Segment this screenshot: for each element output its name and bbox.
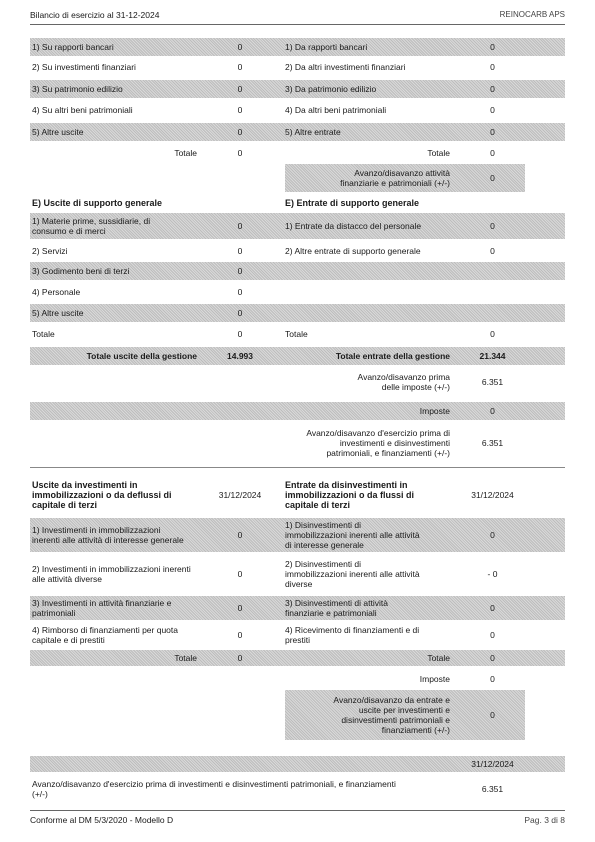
final-value: 6.351 xyxy=(481,784,504,794)
imposte-row xyxy=(30,402,565,420)
row-value-right: 0 xyxy=(490,42,495,52)
row-value-left: 0 xyxy=(237,569,243,579)
table-row xyxy=(30,101,565,119)
row-label-left: 3) Godimento beni di terzi xyxy=(32,266,130,276)
row-value-left: 0 xyxy=(237,287,243,297)
section-title-right: Entrate da disinvestimenti in immobilizzazioni o da flussi di capitale di terzi xyxy=(285,480,415,510)
imposte-row xyxy=(30,670,565,688)
table-row xyxy=(30,123,565,141)
total-row xyxy=(30,144,565,162)
final-row xyxy=(30,776,565,802)
row-label-left: 4) Rimborso di finanziamenti per quota capitale e di prestiti xyxy=(32,625,178,645)
row-label-right: 3) Da patrimonio edilizio xyxy=(285,84,377,94)
footer-model: Conforme al DM 5/3/2020 - Modello D xyxy=(30,815,174,825)
column-date-left: 31/12/2024 xyxy=(218,490,262,500)
row-label-right: 4) Da altri beni patrimoniali xyxy=(285,105,387,115)
row-value-right: 0 xyxy=(490,630,495,640)
total-label-left: Totale xyxy=(174,653,197,663)
row-value-left: 0 xyxy=(237,630,243,640)
table-row xyxy=(30,58,565,76)
avanzo-esercizio-row xyxy=(30,424,565,462)
total-label-right: Totale xyxy=(427,148,450,158)
avanzo-row xyxy=(30,164,565,192)
avanzo-investimenti-row xyxy=(30,690,565,740)
row-value-right: 0 xyxy=(490,246,495,256)
page-header xyxy=(30,10,565,25)
row-value-right: - 0 xyxy=(487,569,498,579)
divider xyxy=(30,467,565,468)
row-value-right: 0 xyxy=(490,221,495,231)
avanzo-investimenti-value: 0 xyxy=(490,710,495,720)
table-row xyxy=(30,283,565,301)
document-title: Bilancio di esercizio al 31-12-2024 xyxy=(30,10,160,20)
row-value-left: 0 xyxy=(237,42,243,52)
section-title-left: E) Uscite di supporto generale xyxy=(32,198,163,208)
final-date-row xyxy=(30,756,565,772)
table-row xyxy=(30,304,565,322)
avanzo-investimenti-label: Avanzo/disavanzo da entrate e uscite per investimenti e disinvestimenti patrimoniali e finanziamenti (+/-) xyxy=(333,695,450,735)
row-value-left: 0 xyxy=(237,84,243,94)
row-value-right: 0 xyxy=(490,603,495,613)
page-number: Pag. 3 di 8 xyxy=(524,815,565,825)
row-label-left: 2) Su investimenti finanziari xyxy=(32,62,136,72)
row-value-left: 0 xyxy=(237,530,243,540)
table-row xyxy=(30,80,565,98)
company-name: REINOCARB APS xyxy=(499,10,565,19)
page-footer xyxy=(30,810,565,825)
table-row xyxy=(30,213,565,239)
row-value-left: 0 xyxy=(237,308,243,318)
row-value-right: 0 xyxy=(490,105,495,115)
avanzo-label: Avanzo/disavanzo attività finanziarie e patrimoniali (+/-) xyxy=(340,168,450,188)
avanzo-esercizio-label: Avanzo/disavanzo d'esercizio prima di investimenti e disinvestimenti patrimoniali, e finanziamenti (+/-) xyxy=(306,428,450,458)
row-label-left: 1) Materie prime, sussidiarie, di consumo e di merci xyxy=(32,216,151,236)
row-label-right: 2) Altre entrate di supporto generale xyxy=(285,246,421,256)
row-label-left: 2) Investimenti in immobilizzazioni inerenti alle attività diverse xyxy=(32,564,191,584)
row-value-left: 0 xyxy=(237,127,243,137)
total-row xyxy=(30,325,565,343)
section-title-left: Uscite da investimenti in immobilizzazioni o da deflussi di capitale di terzi xyxy=(32,480,172,510)
total-value-left: 0 xyxy=(237,329,243,339)
total-label-left: Totale xyxy=(174,148,197,158)
imposte-value: 0 xyxy=(490,674,495,684)
total-label-right: Totale xyxy=(427,653,450,663)
avanzo-imposte-label: Avanzo/disavanzo prima delle imposte (+/-) xyxy=(357,372,450,392)
total-entrate-label: Totale entrate della gestione xyxy=(335,351,450,361)
row-value-left: 0 xyxy=(237,266,243,276)
column-date-right: 31/12/2024 xyxy=(471,490,514,500)
row-label-right: 1) Da rapporti bancari xyxy=(285,42,368,52)
total-value-right: 0 xyxy=(490,148,495,158)
row-label-left: 1) Investimenti in immobilizzazioni inerenti alle attività di interesse generale xyxy=(32,525,184,545)
row-value-left: 0 xyxy=(237,221,243,231)
total-value-right: 0 xyxy=(490,653,495,663)
row-label-left: 1) Su rapporti bancari xyxy=(32,42,114,52)
total-value-left: 0 xyxy=(237,653,243,663)
total-value-right: 0 xyxy=(490,329,495,339)
row-value-left: 0 xyxy=(237,62,243,72)
section-heading-row xyxy=(30,195,565,211)
row-label-left: 4) Su altri beni patrimoniali xyxy=(32,105,133,115)
final-date: 31/12/2024 xyxy=(471,759,514,769)
row-label-left: 3) Investimenti in attività finanziarie e patrimoniali xyxy=(32,598,172,618)
imposte-label: Imposte xyxy=(419,674,450,684)
row-label-right: 1) Disinvestimenti di immobilizzazioni inerenti alle attività di interesse generale xyxy=(285,520,420,550)
table-row xyxy=(30,518,565,552)
row-label-left: 5) Altre uscite xyxy=(32,127,84,137)
table-row xyxy=(30,38,565,56)
row-label-right: 1) Entrate da distacco del personale xyxy=(285,221,422,231)
avanzo-imposte-row xyxy=(30,368,565,396)
avanzo-value: 0 xyxy=(490,173,495,183)
total-value-left: 0 xyxy=(237,148,243,158)
table-row xyxy=(30,622,565,648)
table-row xyxy=(30,241,565,261)
row-value-right: 0 xyxy=(490,530,495,540)
row-label-left: 2) Servizi xyxy=(32,246,68,256)
final-label: Avanzo/disavanzo d'esercizio prima di investimenti e disinvestimenti patrimoniali, e finanziamenti (+/-) xyxy=(32,779,396,799)
row-label-left: 5) Altre uscite xyxy=(32,308,84,318)
row-label-right: 2) Disinvestimenti di immobilizzazioni inerenti alle attività diverse xyxy=(285,559,420,589)
row-value-left: 0 xyxy=(237,105,243,115)
imposte-label: Imposte xyxy=(419,406,450,416)
table-row xyxy=(30,262,565,280)
row-label-right: 4) Ricevimento di finanziamenti e di prestiti xyxy=(285,625,420,645)
total-uscite-label: Totale uscite della gestione xyxy=(86,351,197,361)
total-entrate-value: 21.344 xyxy=(479,351,506,361)
gestione-total-row xyxy=(30,347,565,365)
row-value-right: 0 xyxy=(490,62,495,72)
table-row xyxy=(30,596,565,620)
row-label-right: 2) Da altri investimenti finanziari xyxy=(285,62,406,72)
row-label-left: 4) Personale xyxy=(32,287,81,297)
total-uscite-value: 14.993 xyxy=(227,351,253,361)
section-title-right: E) Entrate di supporto generale xyxy=(285,198,420,208)
row-label-right: 3) Disinvestimenti di attività finanziarie e patrimoniali xyxy=(285,598,388,618)
table-row xyxy=(30,556,565,592)
total-label-left: Totale xyxy=(32,329,55,339)
row-label-right: 5) Altre entrate xyxy=(285,127,341,137)
row-value-left: 0 xyxy=(237,246,243,256)
total-row xyxy=(30,650,565,666)
row-label-left: 3) Su patrimonio edilizio xyxy=(32,84,123,94)
total-label-right: Totale xyxy=(285,329,308,339)
row-value-left: 0 xyxy=(237,603,243,613)
section-heading-row xyxy=(30,476,565,514)
avanzo-imposte-value: 6.351 xyxy=(481,377,504,387)
row-value-right: 0 xyxy=(490,84,495,94)
imposte-value: 0 xyxy=(490,406,495,416)
avanzo-esercizio-value: 6.351 xyxy=(481,438,504,448)
row-value-right: 0 xyxy=(490,127,495,137)
